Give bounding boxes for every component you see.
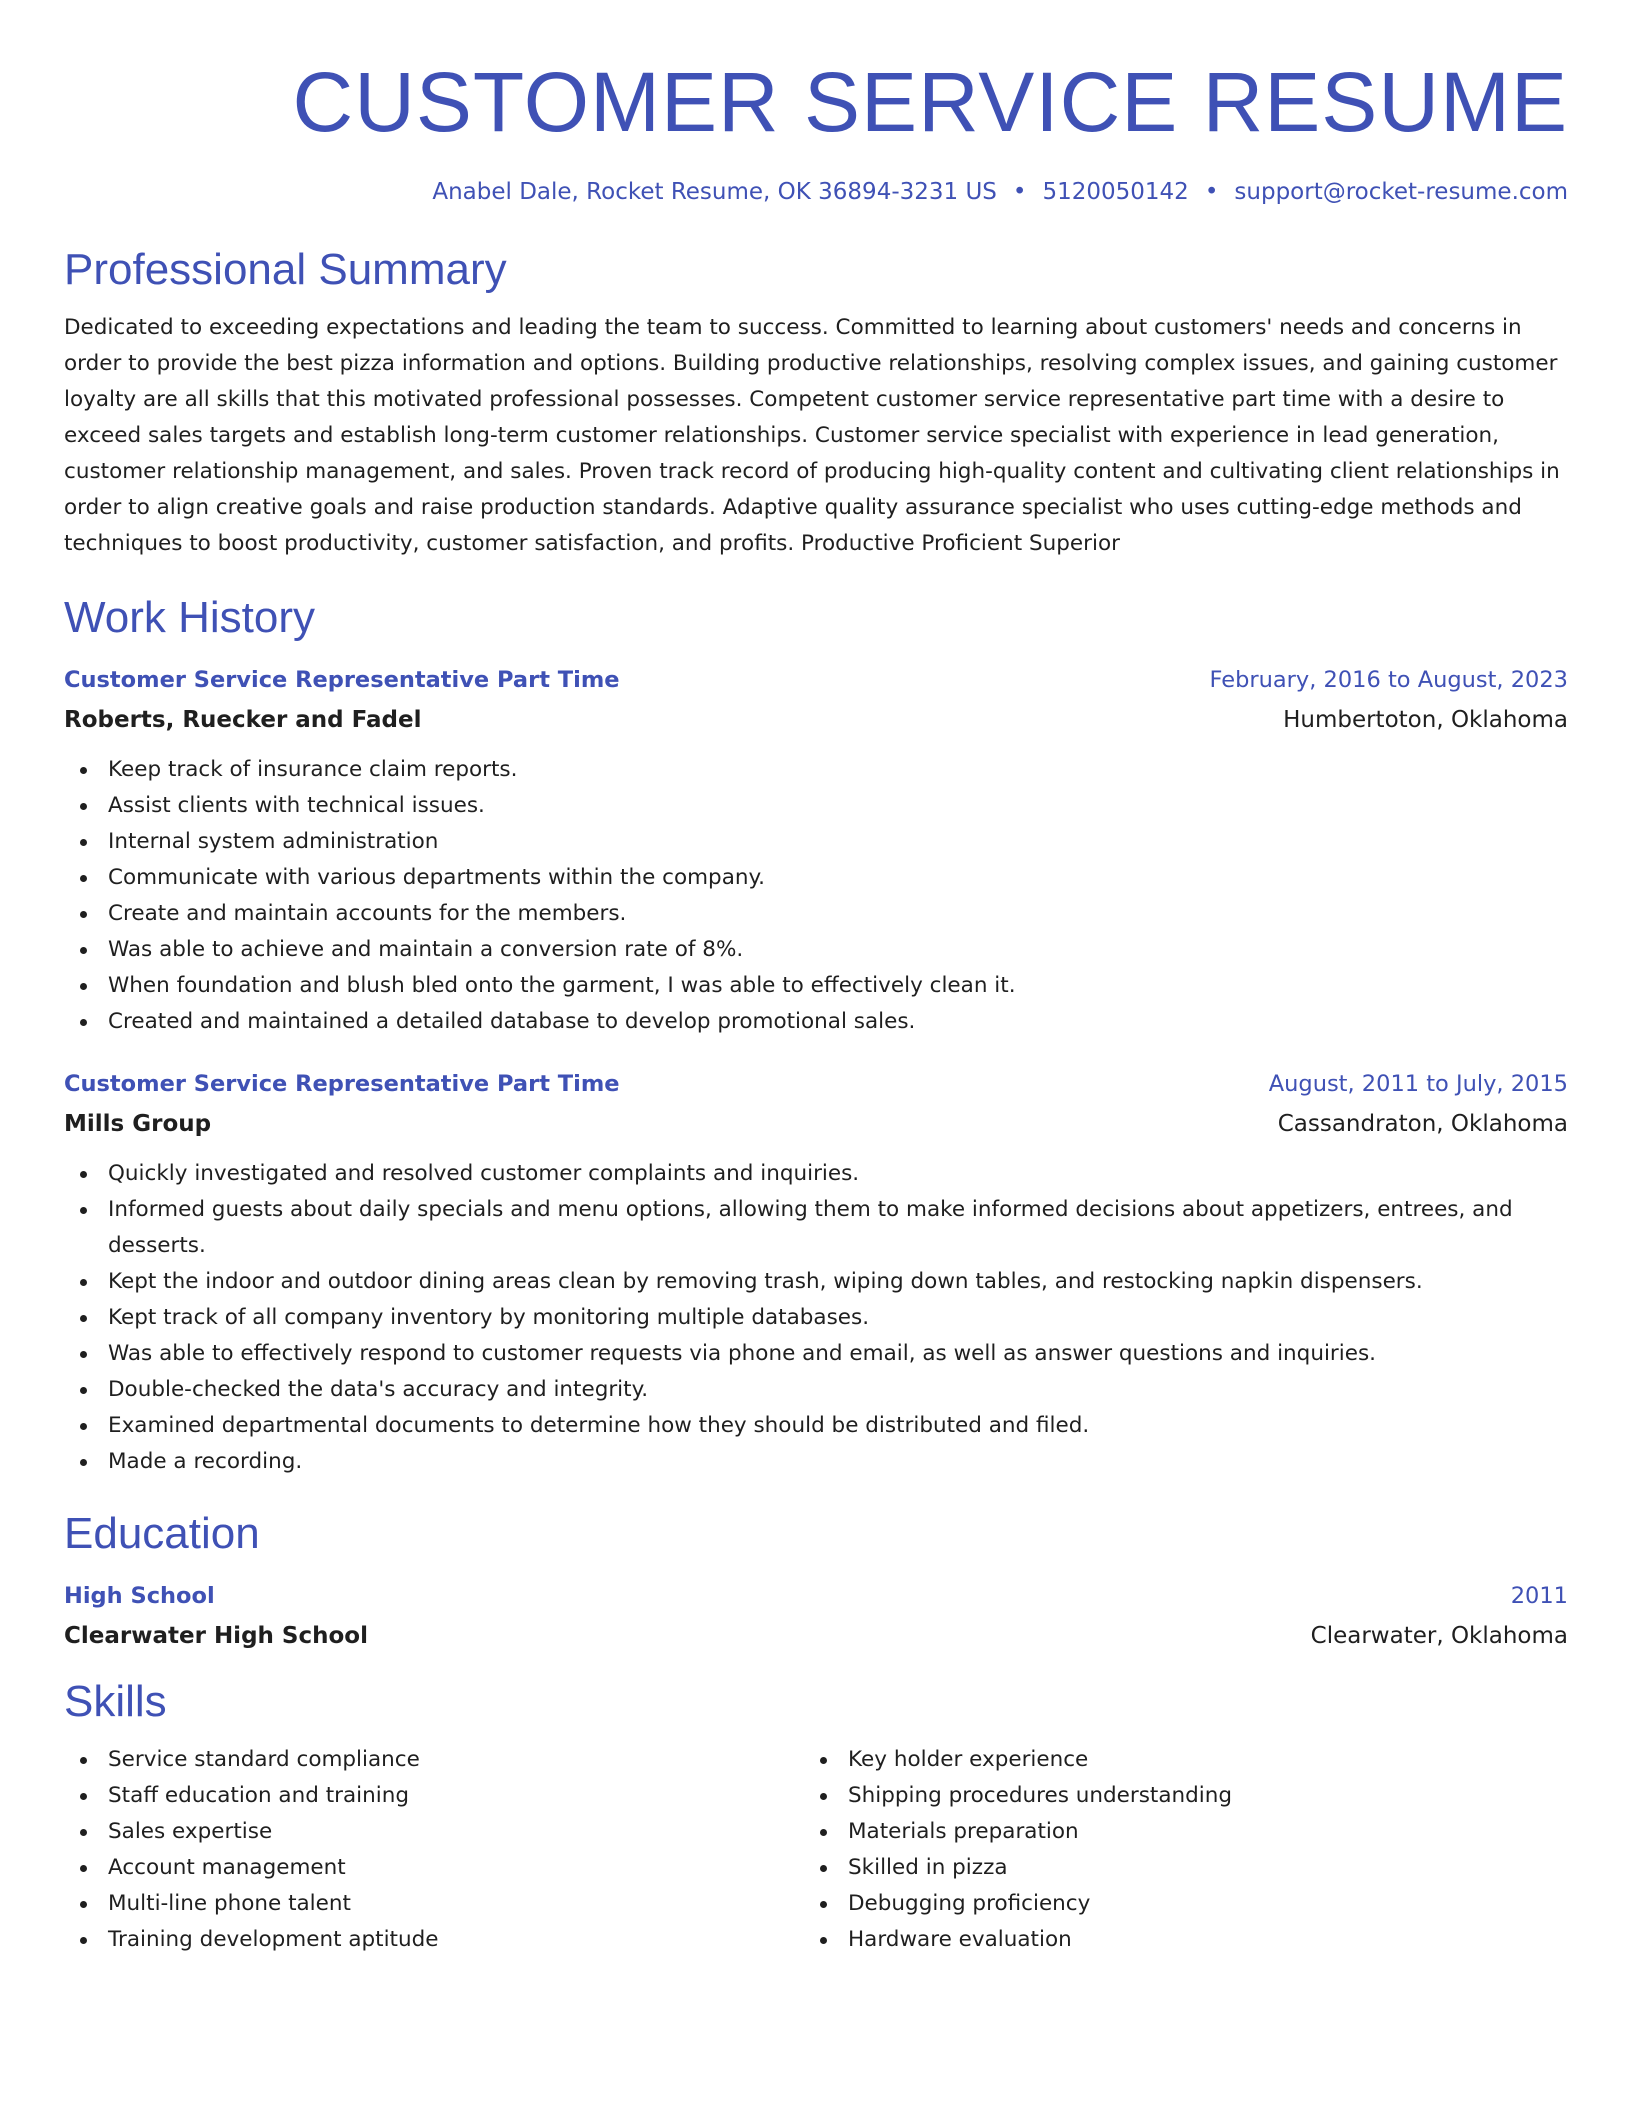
job-entry xyxy=(64,660,1568,1040)
contact-line xyxy=(64,176,1568,208)
job-company: Roberts, Ruecker and Fadel xyxy=(64,707,422,733)
skills-column-left xyxy=(64,1742,804,1958)
education-school: Clearwater High School xyxy=(64,1623,368,1649)
resume-header xyxy=(64,50,1568,208)
list-item: Was able to achieve and maintain a conversion rate of 8%. xyxy=(64,932,1568,968)
education-entry xyxy=(64,1576,1568,1656)
job-title: Customer Service Representative Part Time xyxy=(64,1071,620,1097)
summary-text: Dedicated to exceeding expectations and leading the team to success. Committed to learning about customers' needs and concerns in order to provide the best pizza information and options. Building productive relationships, resolving complex issues, and gaining customer loyalty are all skills that this motivated professional possesses. Competent customer service representative part time with a desire to exceed sales targets and establish long-term customer relationships. Customer service specialist with experience in lead generation, customer relationship management, and sales. Proven track record of producing high-quality content and cultivating client relationships in order to align creative goals and raise production standards. Adaptive quality assurance specialist who uses cutting-edge methods and techniques to boost productivity, customer satisfaction, and profits. Productive Proficient Superior xyxy=(64,315,1560,556)
job-dates: February, 2016 to August, 2023 xyxy=(1209,667,1568,693)
summary-heading: Professional Summary xyxy=(64,245,507,294)
job-duties-list xyxy=(64,752,1568,1040)
job-dates: August, 2011 to July, 2015 xyxy=(1268,1071,1568,1097)
contact-phone: 5120050142 xyxy=(1042,179,1189,205)
skills-column-right xyxy=(804,1742,1544,1958)
list-item: Created and maintained a detailed database to develop promotional sales. xyxy=(64,1004,1568,1040)
list-item: Key holder experience xyxy=(804,1742,1544,1778)
list-item: Sales expertise xyxy=(64,1814,804,1850)
list-item: When foundation and blush bled onto the garment, I was able to effectively clean it. xyxy=(64,968,1568,1004)
skills-section xyxy=(64,1674,1568,1958)
education-degree: High School xyxy=(64,1583,215,1609)
list-item: Quickly investigated and resolved customer complaints and inquiries. xyxy=(64,1156,1568,1192)
job-title: Customer Service Representative Part Time xyxy=(64,667,620,693)
list-item: Shipping procedures understanding xyxy=(804,1778,1544,1814)
list-item: Made a recording. xyxy=(64,1444,1568,1480)
list-item: Informed guests about daily specials and menu options, allowing them to make informed decisions about appetizers, entrees, and desserts. xyxy=(64,1192,1568,1264)
job-company: Mills Group xyxy=(64,1111,212,1137)
list-item: Was able to effectively respond to customer requests via phone and email, as well as answer questions and inquiries. xyxy=(64,1336,1568,1372)
job-duties-list xyxy=(64,1156,1568,1480)
education-year: 2011 xyxy=(1510,1583,1568,1609)
work-history-heading: Work History xyxy=(64,593,315,642)
education-section xyxy=(64,1506,1568,1656)
list-item: Assist clients with technical issues. xyxy=(64,788,1568,824)
list-item: Account management xyxy=(64,1850,804,1886)
contact-email: support@rocket-resume.com xyxy=(1234,179,1568,205)
list-item: Staff education and training xyxy=(64,1778,804,1814)
work-history-section xyxy=(64,590,1568,1480)
contact-separator: • xyxy=(1204,179,1219,205)
list-item: Create and maintain accounts for the members. xyxy=(64,896,1568,932)
list-item: Training development aptitude xyxy=(64,1922,804,1958)
education-heading: Education xyxy=(64,1509,260,1558)
job-entry xyxy=(64,1064,1568,1480)
list-item: Multi-line phone talent xyxy=(64,1886,804,1922)
list-item: Examined departmental documents to determine how they should be distributed and filed. xyxy=(64,1408,1568,1444)
summary-section xyxy=(64,242,1568,562)
job-location: Humbertoton, Oklahoma xyxy=(1283,707,1568,733)
list-item: Internal system administration xyxy=(64,824,1568,860)
list-item: Communicate with various departments within the company. xyxy=(64,860,1568,896)
list-item: Kept the indoor and outdoor dining areas clean by removing trash, wiping down tables, and restocking napkin dispensers. xyxy=(64,1264,1568,1300)
education-location: Clearwater, Oklahoma xyxy=(1310,1623,1568,1649)
list-item: Skilled in pizza xyxy=(804,1850,1544,1886)
skills-list xyxy=(64,1742,804,1958)
list-item: Service standard compliance xyxy=(64,1742,804,1778)
list-item: Kept track of all company inventory by monitoring multiple databases. xyxy=(64,1300,1568,1336)
contact-separator: • xyxy=(1012,179,1027,205)
resume-title: CUSTOMER SERVICE RESUME xyxy=(292,55,1568,149)
list-item: Keep track of insurance claim reports. xyxy=(64,752,1568,788)
list-item: Hardware evaluation xyxy=(804,1922,1544,1958)
contact-address: Anabel Dale, Rocket Resume, OK 36894-3231 US xyxy=(432,179,997,205)
skills-heading: Skills xyxy=(64,1677,167,1726)
job-location: Cassandraton, Oklahoma xyxy=(1277,1111,1568,1137)
skills-grid xyxy=(64,1742,1568,1958)
list-item: Debugging proficiency xyxy=(804,1886,1544,1922)
skills-list xyxy=(804,1742,1544,1958)
list-item: Double-checked the data's accuracy and integrity. xyxy=(64,1372,1568,1408)
list-item: Materials preparation xyxy=(804,1814,1544,1850)
